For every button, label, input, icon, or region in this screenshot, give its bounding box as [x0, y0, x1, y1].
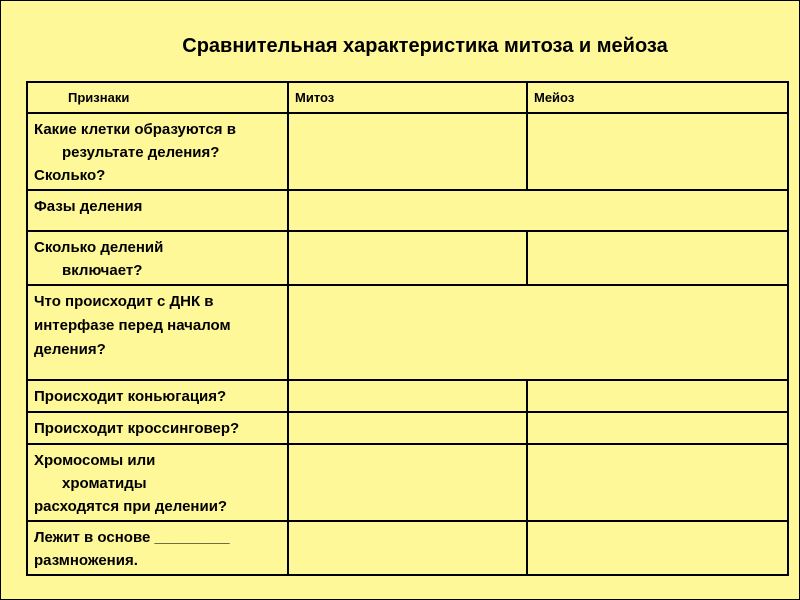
- table-row: [27, 285, 788, 380]
- row-label-line: Что происходит с ДНК в: [34, 293, 214, 310]
- mitosis-cell[interactable]: [288, 444, 527, 521]
- slide-title: Сравнительная характеристика митоза и мейоза: [182, 35, 668, 57]
- row-label-line: хроматиды: [62, 475, 147, 492]
- table-row: [27, 113, 788, 190]
- row-label: [27, 521, 288, 575]
- table-row: [27, 190, 788, 231]
- meiosis-cell[interactable]: [527, 380, 788, 412]
- row-label: [27, 190, 288, 231]
- row-label-line: интерфазе перед началом: [34, 317, 231, 334]
- header-meiosis: Мейоз: [527, 82, 788, 113]
- meiosis-cell[interactable]: [527, 412, 788, 444]
- table-row: [27, 412, 788, 444]
- row-label-line: Происходит кроссинговер?: [34, 420, 240, 437]
- meiosis-cell[interactable]: [527, 231, 788, 285]
- row-label-line: включает?: [62, 262, 143, 279]
- row-label-line: Хромосомы или: [34, 452, 156, 469]
- merged-answer-cell[interactable]: [288, 190, 788, 231]
- row-label: [27, 285, 288, 380]
- mitosis-cell[interactable]: [288, 521, 527, 575]
- table-row: [27, 231, 788, 285]
- mitosis-cell[interactable]: [288, 412, 527, 444]
- table-header-row: [27, 82, 788, 113]
- header-features: Признаки: [27, 82, 288, 113]
- row-label: [27, 444, 288, 521]
- row-label-line: размножения.: [34, 552, 138, 569]
- row-label: [27, 113, 288, 190]
- meiosis-cell[interactable]: [527, 113, 788, 190]
- row-label-line: Происходит коньюгация?: [34, 388, 227, 405]
- row-label-line: расходятся при делении?: [34, 498, 228, 515]
- meiosis-cell[interactable]: [527, 444, 788, 521]
- mitosis-cell[interactable]: [288, 380, 527, 412]
- row-label-line: деления?: [34, 341, 106, 358]
- table-row: [27, 380, 788, 412]
- row-label: [27, 231, 288, 285]
- meiosis-cell[interactable]: [527, 521, 788, 575]
- row-label-line: Лежит в основе _________: [34, 529, 230, 546]
- header-mitosis: Митоз: [288, 82, 527, 113]
- row-label: [27, 412, 288, 444]
- mitosis-cell[interactable]: [288, 231, 527, 285]
- row-label: [27, 380, 288, 412]
- table-row: [27, 444, 788, 521]
- mitosis-cell[interactable]: [288, 113, 527, 190]
- merged-answer-cell[interactable]: [288, 285, 788, 380]
- row-label-line: Какие клетки образуются в: [34, 121, 236, 138]
- row-label-line: Сколько?: [34, 167, 106, 184]
- row-label-line: Фазы деления: [34, 198, 143, 215]
- row-label-line: результате деления?: [62, 144, 220, 161]
- row-label-line: Сколько делений: [34, 239, 164, 256]
- comparison-table: [26, 81, 789, 576]
- table-row: [27, 521, 788, 575]
